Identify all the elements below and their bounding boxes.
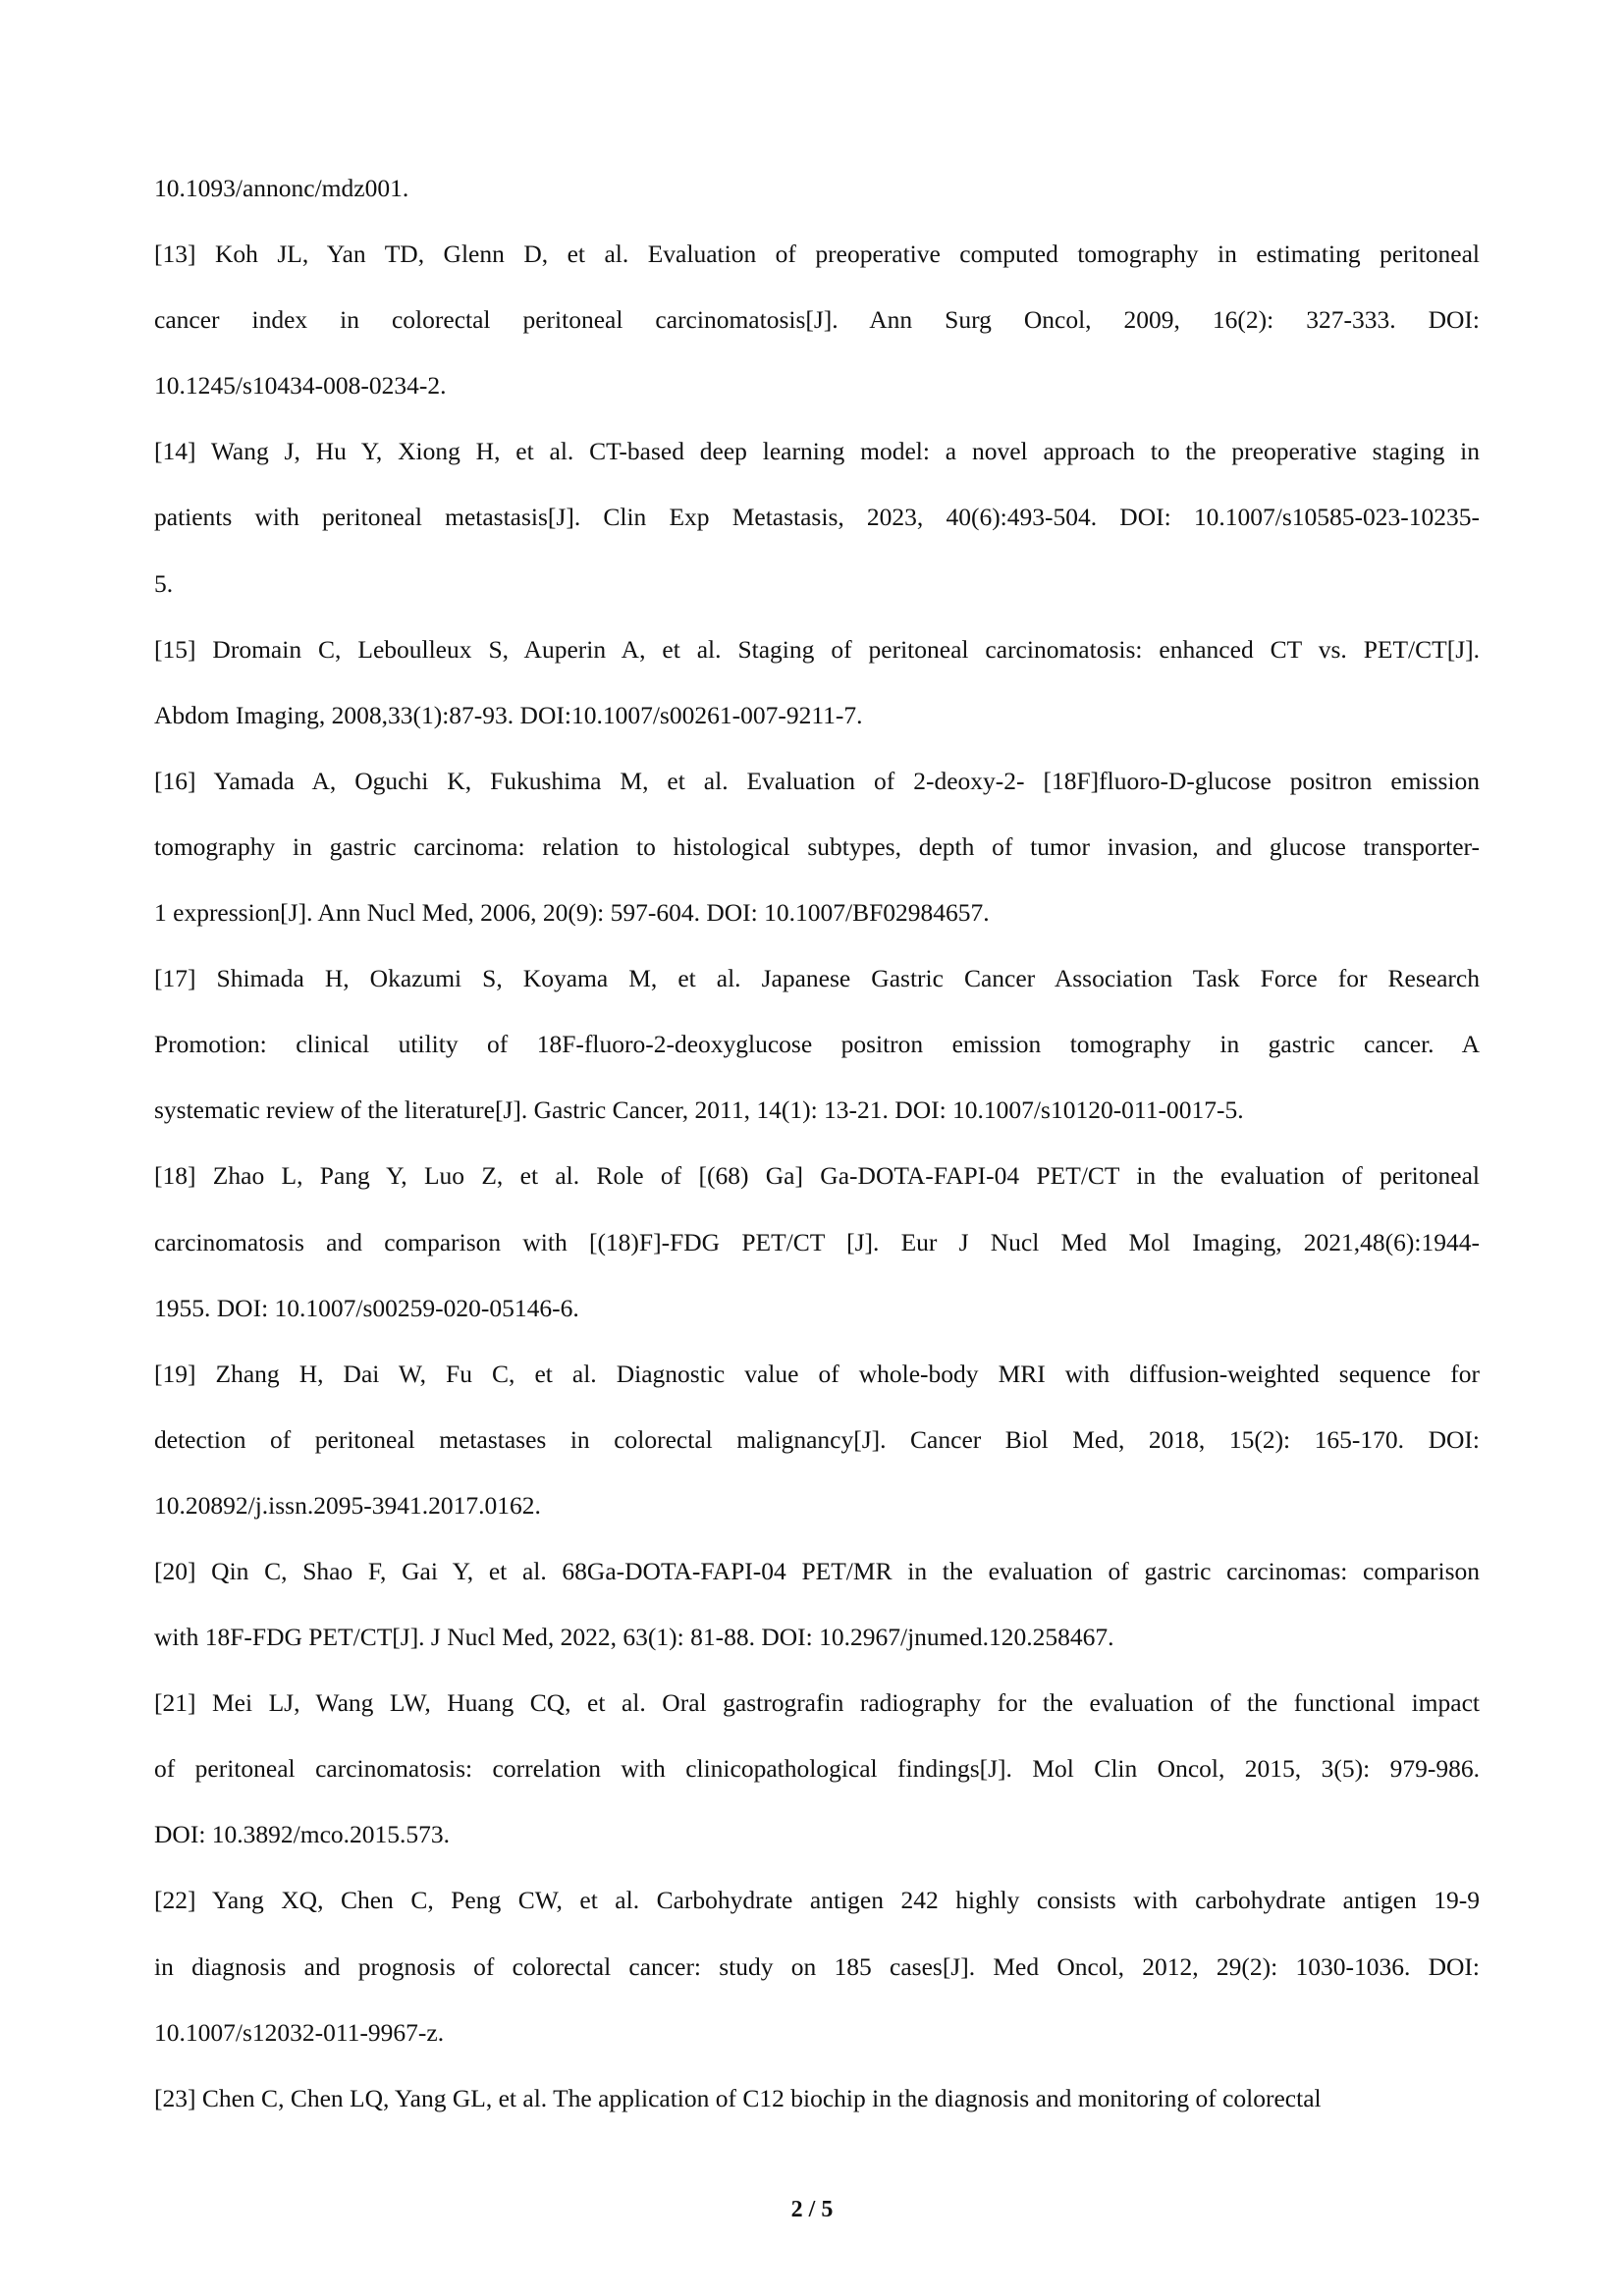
reference-line: [15] Dromain C, Leboulleux S, Auperin A, et al. Staging of peritoneal carcinomatosis: enhanced CT vs. PET/CT[J]. xyxy=(154,634,1480,664)
reference-line: Abdom Imaging, 2008,33(1):87-93. DOI:10.1007/s00261-007-9211-7. xyxy=(154,700,863,729)
reference-list xyxy=(154,169,1480,2145)
reference-line: 10.1245/s10434-008-0234-2. xyxy=(154,371,447,400)
reference-18 xyxy=(154,1156,1480,1354)
reference-14 xyxy=(154,432,1480,629)
reference-15 xyxy=(154,630,1480,762)
reference-22 xyxy=(154,1881,1480,2078)
reference-line: in diagnosis and prognosis of colorectal cancer: study on 185 cases[J]. Med Oncol, 2012, 29(2): 1030-1036. DOI: xyxy=(154,1951,1480,1981)
reference-line: of peritoneal carcinomatosis: correlation with clinicopathological findings[J]. Mol Clin Oncol, 2015, 3(5): 979-986. xyxy=(154,1754,1480,1784)
reference-line: [20] Qin C, Shao F, Gai Y, et al. 68Ga-DOTA-FAPI-04 PET/MR in the evaluation of gastric carcinomas: comparison xyxy=(154,1556,1480,1585)
reference-line: [14] Wang J, Hu Y, Xiong H, et al. CT-based deep learning model: a novel approach to the preoperative staging in xyxy=(154,437,1480,466)
reference-line: [21] Mei LJ, Wang LW, Huang CQ, et al. Oral gastrografin radiography for the evaluation of the functional impact xyxy=(154,1688,1480,1718)
reference-line: 1955. DOI: 10.1007/s00259-020-05146-6. xyxy=(154,1293,579,1322)
reference-line: cancer index in colorectal peritoneal carcinomatosis[J]. Ann Surg Oncol, 2009, 16(2): 327-333. DOI: xyxy=(154,305,1480,335)
reference-line: [19] Zhang H, Dai W, Fu C, et al. Diagnostic value of whole-body MRI with diffusion-weighted sequence for xyxy=(154,1359,1480,1388)
reference-line: patients with peritoneal metastasis[J]. Clin Exp Metastasis, 2023, 40(6):493-504. DOI: 10.1007/s10585-023-10235- xyxy=(154,503,1480,532)
reference-line: [23] Chen C, Chen LQ, Yang GL, et al. The application of C12 biochip in the diagnosis and monitoring of colorectal xyxy=(154,2083,1322,2112)
reference-line: 1 expression[J]. Ann Nucl Med, 2006, 20(9): 597-604. DOI: 10.1007/BF02984657. xyxy=(154,898,990,928)
reference-line: with 18F-FDG PET/CT[J]. J Nucl Med, 2022, 63(1): 81-88. DOI: 10.2967/jnumed.120.258467. xyxy=(154,1623,1114,1652)
reference-line: 10.1093/annonc/mdz001. xyxy=(154,174,409,202)
reference-line: [22] Yang XQ, Chen C, Peng CW, et al. Carbohydrate antigen 242 highly consists with carbohydrate antigen 19-9 xyxy=(154,1886,1480,1915)
reference-line: carcinomatosis and comparison with [(18)F]-FDG PET/CT [J]. Eur J Nucl Med Mol Imaging, 2021,48(6):1944- xyxy=(154,1227,1480,1256)
reference-13 xyxy=(154,235,1480,432)
reference-20 xyxy=(154,1552,1480,1683)
reference-line: Promotion: clinical utility of 18F-fluoro-2-deoxyglucose positron emission tomography in gastric cancer. A xyxy=(154,1030,1480,1059)
page-number: 2 / 5 xyxy=(790,2197,834,2222)
reference-line: DOI: 10.3892/mco.2015.573. xyxy=(154,1820,451,1849)
reference-line: [18] Zhao L, Pang Y, Luo Z, et al. Role of [(68) Ga] Ga-DOTA-FAPI-04 PET/CT in the evaluation of peritoneal xyxy=(154,1161,1480,1191)
reference-line: [17] Shimada H, Okazumi S, Koyama M, et al. Japanese Gastric Cancer Association Task Force for Research xyxy=(154,964,1480,993)
reference-19 xyxy=(154,1355,1480,1552)
reference-line: 10.20892/j.issn.2095-3941.2017.0162. xyxy=(154,1490,541,1520)
reference-line: 10.1007/s12032-011-9967-z. xyxy=(154,2017,445,2047)
reference-21 xyxy=(154,1683,1480,1881)
reference-16 xyxy=(154,762,1480,959)
reference-line: [16] Yamada A, Oguchi K, Fukushima M, et al. Evaluation of 2-deoxy-2- [18F]fluoro-D-glucose positron emission xyxy=(154,766,1480,795)
reference-cont xyxy=(154,169,1480,235)
reference-17 xyxy=(154,959,1480,1156)
reference-line: detection of peritoneal metastases in colorectal malignancy[J]. Cancer Biol Med, 2018, 15(2): 165-170. DOI: xyxy=(154,1424,1480,1454)
reference-line: systematic review of the literature[J]. Gastric Cancer, 2011, 14(1): 13-21. DOI: 10.1007/s10120-011-0017-5. xyxy=(154,1095,1244,1125)
reference-line: tomography in gastric carcinoma: relation to histological subtypes, depth of tumor invasion, and glucose transporter- xyxy=(154,831,1480,861)
reference-line: 5. xyxy=(154,568,174,598)
reference-23 xyxy=(154,2079,1480,2145)
reference-line: [13] Koh JL, Yan TD, Glenn D, et al. Evaluation of preoperative computed tomography in estimating peritoneal xyxy=(154,240,1480,269)
